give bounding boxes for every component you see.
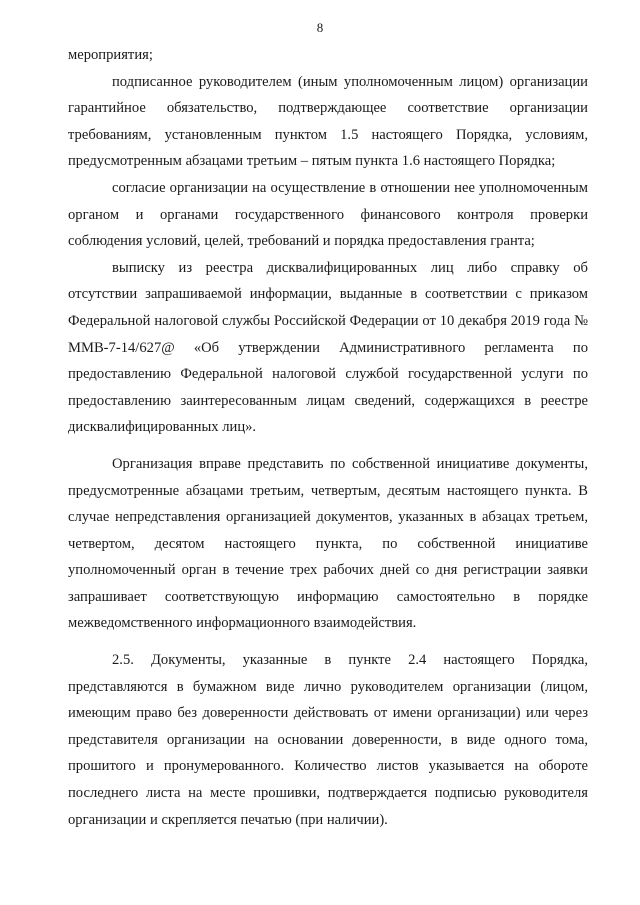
paragraph-disqualified-registry-extract: выписку из реестра дисквалифицированных лиц либо справку об отсутствии запрашиваемой информации, выданные в соответствии с приказом Федеральной налоговой службы Российской Федерации от 10 декабря 2019 года № ММВ-7-14/627@ «Об утверждении Административного регламента по предоставлению Федеральной налоговой службой государственной услуги по предоставлению заинтересованным лицам сведений, содержащихся в реестре дисквалифицированных лиц». [68,259,588,436]
paragraph-guarantee-obligation: подписанное руководителем (иным уполномоченным лицом) организации гарантийное обязательство, подтверждающее соответствие организации требованиям, установленным пунктом 1.5 настоящего Порядка, условиям, предусмотренным абзацами третьим – пятым пункта 1.6 настоящего Порядка; [68,73,588,170]
paragraph-own-initiative-documents: Организация вправе представить по собственной инициативе документы, предусмотренные абзацами третьим, четвертым, десятым настоящего пункта. В случае непредставления организацией документов, указанных в абзацах третьем, четвертом, десятом настоящего пункта, по собственной инициативе уполномоченный орган в течение трех рабочих дней со дня регистрации заявки запрашивает соответствующую информацию самостоятельно в порядке межведомственного информационного взаимодействия. [68,455,588,632]
paragraph-activities-end: мероприятия; [68,47,153,63]
page-number: 8 [316,20,324,35]
document-body [68,42,588,833]
paragraph-section-2-5: 2.5. Документы, указанные в пункте 2.4 настоящего Порядка, представляются в бумажном виде лично руководителем организации (лицом, имеющим право без доверенности действовать от имени организации) или через представителя организации на основании доверенности, в виде одного тома, прошитого и пронумерованного. Количество листов указывается на обороте последнего листа на месте прошивки, подтверждается подписью руководителя организации и скрепляется печатью (при наличии). [68,652,588,828]
paragraph-consent-inspection: согласие организации на осуществление в отношении нее уполномоченным органом и органами государственного финансового контроля проверки соблюдения условий, целей, требований и порядка предоставления гранта; [68,179,588,250]
